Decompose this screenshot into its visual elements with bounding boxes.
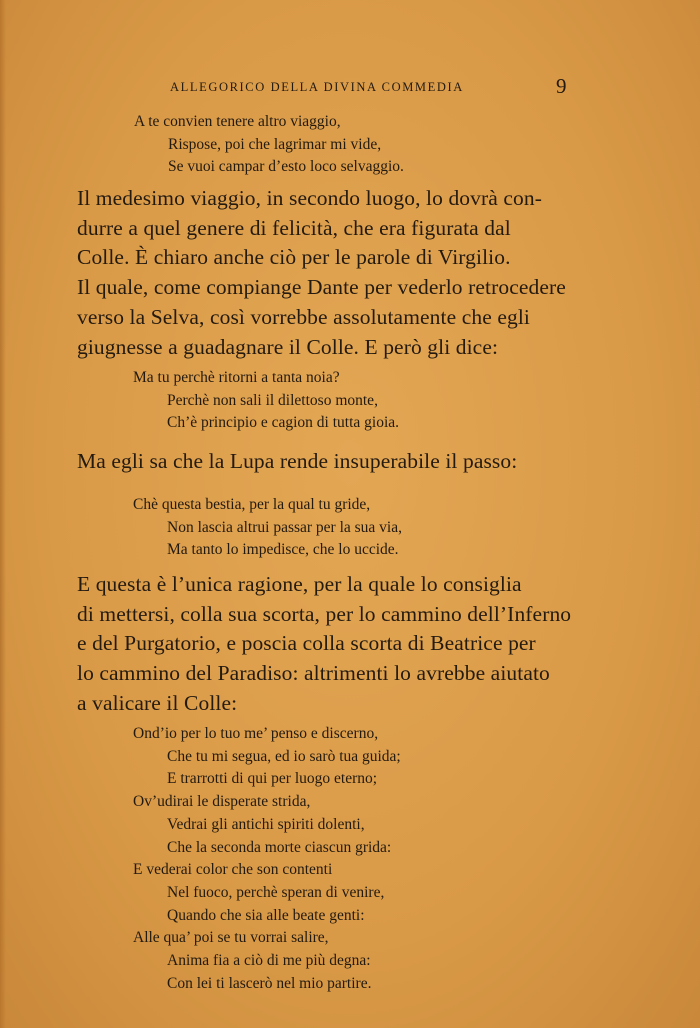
prose-line: durre a quel genere di felicità, che era figurata dal	[77, 215, 511, 240]
prose-line: E questa è l’unica ragione, per la quale lo consiglia	[77, 572, 522, 596]
prose-line: Il quale, come compiange Dante per vederlo retrocedere	[77, 275, 566, 300]
verse-line: Perchè non sali il dilettoso monte,	[167, 391, 378, 409]
verse-line: E vederai color che son contenti	[133, 861, 333, 879]
page-number: 9	[556, 74, 567, 98]
verse-line: E trarrotti di qui per luogo eterno;	[167, 770, 378, 788]
verse-line: Non lascia altrui passar per la sua via,	[167, 518, 402, 536]
prose-line: verso la Selva, così vorrebbe assolutamente che egli	[77, 304, 530, 329]
verse-line: Ov’udirai le disperate strida,	[133, 793, 311, 811]
prose-line: Il medesimo viaggio, in secondo luogo, lo dovrà con-	[77, 186, 542, 210]
prose-paragraph-1	[77, 184, 587, 362]
prose-line: Ma egli sa che la Lupa rende insuperabile il passo:	[77, 449, 518, 473]
verse-line: Ma tu perchè ritorni a tanta noia?	[133, 369, 340, 386]
verse-line: Che tu mi segua, ed io sarò tua guida;	[167, 747, 401, 765]
verse-line: Ma tanto lo impedisce, che lo uccide.	[167, 541, 399, 558]
verse-line: Vedrai gli antichi spiriti dolenti,	[167, 815, 365, 833]
verse-line: Se vuoi campar d’esto loco selvaggio.	[168, 158, 404, 175]
verse-line: Rispose, poi che lagrimar mi vide,	[168, 135, 382, 153]
prose-line: Colle. È chiaro anche ciò per le parole di Virgilio.	[77, 245, 511, 270]
page-edge-shadow	[0, 0, 6, 1028]
verse-line: A te convien tenere altro viaggio,	[134, 113, 341, 130]
verse-line: Nel fuoco, perchè speran di venire,	[167, 883, 385, 901]
prose-line: giugnesse a guadagnare il Colle. E però gli dice:	[77, 334, 499, 359]
verse-quote-4	[133, 723, 401, 995]
verse-line: Quando che sia alle beate genti:	[167, 906, 365, 924]
verse-line: Alle qua’ poi se tu vorrai salire,	[133, 929, 329, 947]
verse-quote-2	[133, 367, 399, 435]
verse-line: Ond’io per lo tuo me’ penso e discerno,	[133, 725, 379, 742]
verse-line: Ch’è principio e cagion di tutta gioia.	[167, 414, 400, 431]
prose-paragraph-2	[77, 447, 587, 477]
verse-line: Anima fia a ciò di me più degna:	[167, 952, 371, 970]
verse-quote-3	[133, 494, 402, 562]
running-title: ALLEGORICO DELLA DIVINA COMMEDIA	[170, 80, 464, 94]
prose-line: di mettersi, colla sua scorta, per lo cammino dell’Inferno	[77, 601, 572, 626]
verse-line: Che la seconda morte ciascun grida:	[167, 838, 392, 856]
verse-line: Chè questa bestia, per la qual tu gride,	[133, 496, 371, 513]
page-header	[0, 74, 700, 100]
prose-line: lo cammino del Paradiso: altrimenti lo avrebbe aiutato	[77, 661, 550, 686]
verse-line: Con lei ti lascerò nel mio partire.	[167, 974, 372, 992]
prose-line: e del Purgatorio, e poscia colla scorta di Beatrice per	[77, 631, 536, 656]
prose-line: a valicare il Colle:	[77, 690, 238, 715]
verse-quote-1	[134, 111, 404, 179]
prose-paragraph-3	[77, 570, 587, 719]
